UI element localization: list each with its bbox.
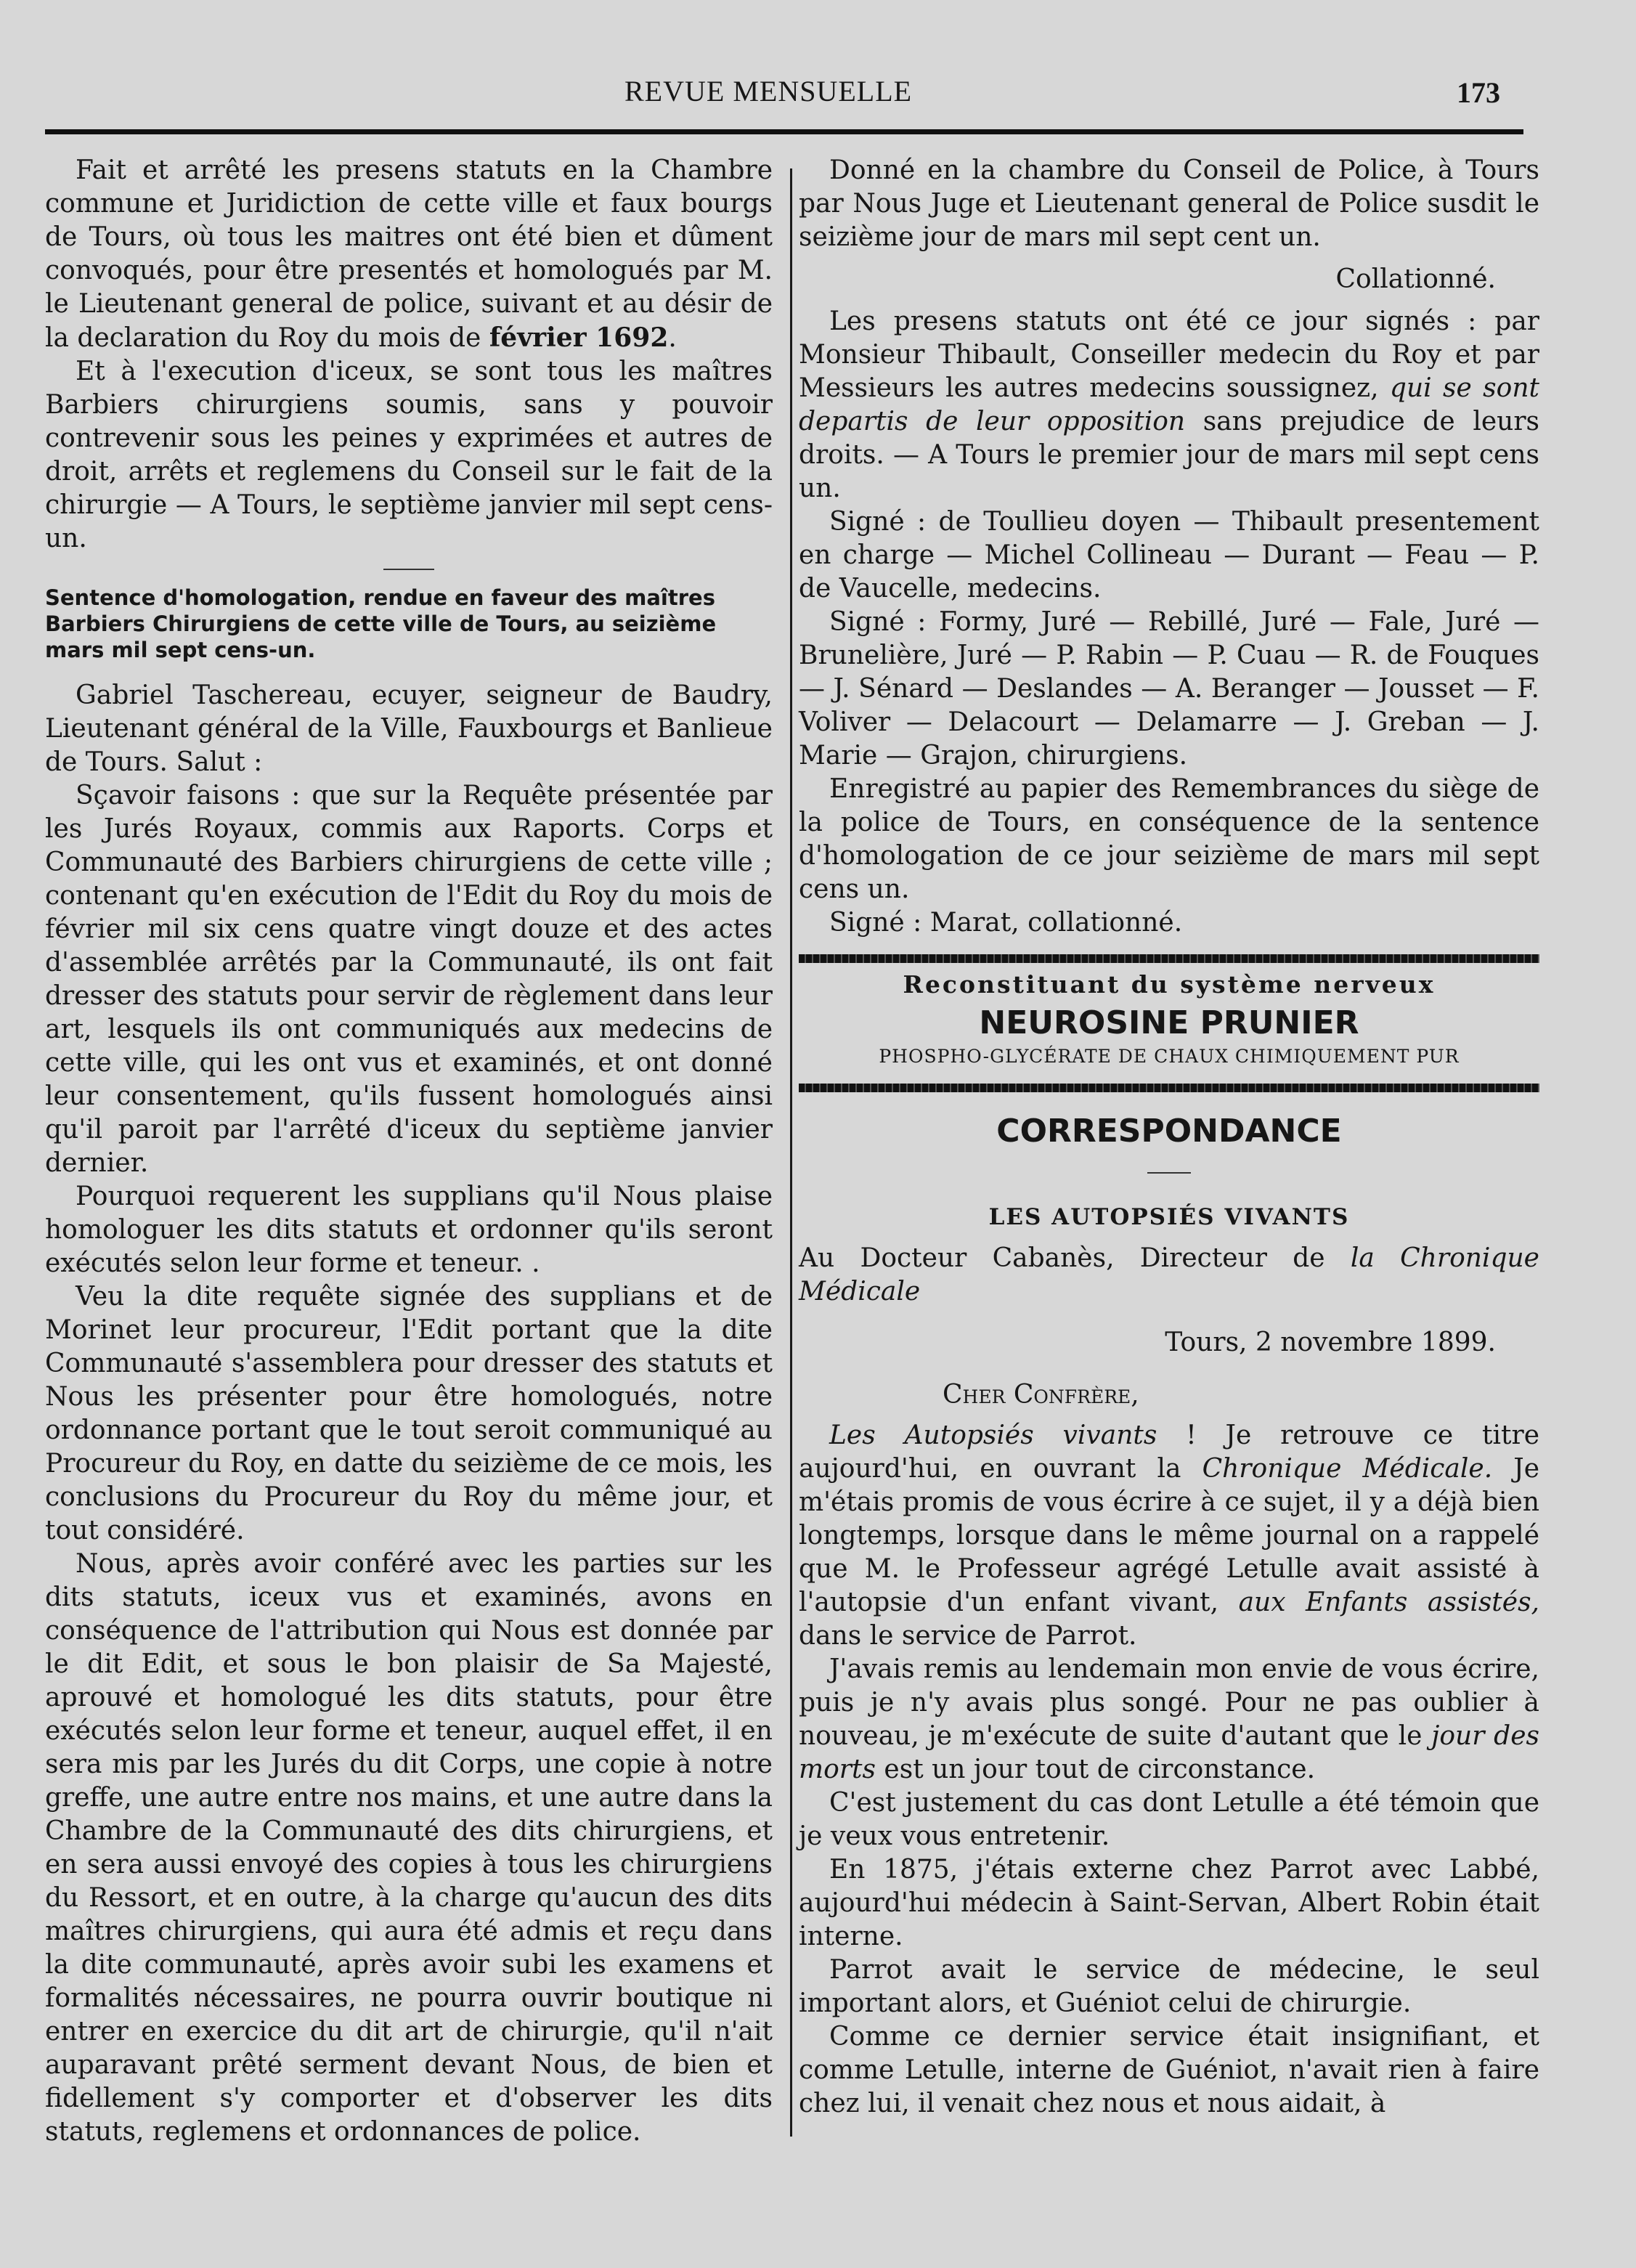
page-header (0, 74, 1636, 118)
sentence-paragraph-2: Sçavoir faisons : que sur la Requête présentée par les Jurés Royaux, commis aux Raports. Corps et Communauté des Barbiers chirurgiens de cette ville ; contenant qu'en exécution de l'Edit du Roy du mois de février mil six cens quatre vingt douze et des actes d'assemblée arrêtés par la Communauté, ils ont fait dresser des statuts pour servir de règlement dans leur art, lesquels ils ont communiqués aux medecins de cette ville, qui les ont vus et examinés, et ont donné leur consentement, qu'ils fussent homologués ainsi qu'il paroit par l'arrêté d'iceux du septième janvier dernier. (45, 781, 773, 1178)
advert-tagline: PHOSPHO-GLYCÉRATE DE CHAUX CHIMIQUEMENT PUR (879, 1046, 1460, 1067)
statutes-paragraph-2: Et à l'execution d'iceux, se sont tous les maîtres Barbiers chirurgiens soumis, sans y pouvoir contrevenir sous les peines y exprimées et autres de droit, arrêts et reglemens du Conseil sur le fait de la chirurgie — A Tours, le septième janvier mil sept cens-un. (45, 357, 773, 553)
sentence-heading: Sentence d'homologation, rendue en faveur des maîtres Barbiers Chirurgiens de cette ville de Tours, au seizième mars mil sept cens-un. (45, 585, 717, 662)
advert-subtitle: Reconstituant du système nerveux (903, 970, 1436, 999)
letter-address: Au Docteur Cabanès, Directeur de la Chronique Médicale (799, 1243, 1539, 1306)
left-column (45, 154, 773, 2149)
signed-marat: Signé : Marat, collationné. (829, 908, 1183, 938)
registered-paragraph: Enregistré au papier des Remembrances du siège de la police de Tours, en conséquence de la sentence d'homologation de ce jour seizième de mars mil sept cens un. (799, 774, 1539, 904)
article-title: LES AUTOPSIÉS VIVANTS (988, 1204, 1350, 1230)
letter-salutation: Cher Confrère, (943, 1380, 1139, 1410)
letter-paragraph-4: En 1875, j'étais externe chez Parrot avec Labbé, aujourd'hui médecin à Saint-Servan, Albert Robin était interne. (799, 1855, 1539, 1951)
page-number: 173 (1457, 76, 1500, 109)
letter-paragraph-6: Comme ce dernier service était insignifiant, et comme Letulle, interne de Guéniot, n'avait rien à faire chez lui, il venait chez nous et nous aidait, à (799, 2022, 1539, 2118)
statutes-paragraph-1: Fait et arrêté les presens statuts en la Chambre commune et Juridiction de cette ville et faux bourgs de Tours, où tous les maitres ont été bien et dûment convoqués, pour être presentés et homologués par M. le Lieutenant general de police, suivant et au désir de la declaration du Roy du mois de février 1692. (45, 155, 773, 353)
signed-paragraph-1: Les presens statuts ont été ce jour signés : par Monsieur Thibault, Conseiller medecin du Roy et par Messieurs les autres medecins soussignez, qui se sont departis de leur opposition sans prejudice de leurs droits. — A Tours le premier jour de mars mil sept cens un. (799, 306, 1540, 503)
sentence-paragraph-3: Pourquoi requerent les supplians qu'il Nous plaise homologuer les dits statuts et ordonner qu'ils seront exécutés selon leur forme et teneur. . (45, 1182, 773, 1278)
collationne-line: Collationné. (1335, 264, 1496, 294)
header-rule (45, 129, 1523, 134)
section-title: CORRESPONDANCE (996, 1113, 1342, 1150)
separator-rule (383, 569, 434, 570)
advert-product-name: NEUROSINE PRUNIER (979, 1004, 1359, 1041)
signed-paragraph-3: Signé : Formy, Juré — Rebillé, Juré — Fale, Juré — Brunelière, Juré — P. Rabin — P. Cuau — R. de Fouques — J. Sénard — Deslandes — A. Beranger — Jousset — F. Voliver — Delacourt — Delamarre — J. Greban — J. Marie — Grajon, chirurgiens. (799, 607, 1539, 771)
sentence-paragraph-5: Nous, après avoir conféré avec les parties sur les dits statuts, iceux vus et examinés, avons en conséquence de l'attribution qui Nous est donnée par le dit Edit, et sous le bon plaisir de Sa Majesté, aprouvé et homologué les dits statuts, pour être exécutés selon leur forme et teneur, auquel effet, il en sera mis par les Jurés du dit Corps, une copie à notre greffe, une autre entre nos mains, et une autre dans la Chambre de la Communauté des dits chirurgiens, et en sera aussi envoyé des copies à tous les chirurgiens du Ressort, et en outre, à la charge qu'aucun des dits maîtres chirurgiens, qui aura été admis et reçu dans la dite communauté, après avoir subi les examens et formalités nécessaires, ne pourra ouvrir boutique ni entrer en exercice du dit art de chirurgie, qu'il n'ait auparavant prêté serment devant Nous, de bien et fidellement s'y comporter et d'observer les dits statuts, reglemens et ordonnances de police. (45, 1549, 773, 2147)
signed-paragraph-2: Signé : de Toullieu doyen — Thibault presentement en charge — Michel Collineau — Durant — Feau — P. de Vaucelle, medecins. (799, 507, 1539, 603)
letter-paragraph-1: Les Autopsiés vivants ! Je retrouve ce titre aujourd'hui, en ouvrant la Chronique Médicale. Je m'étais promis de vous écrire à ce sujet, il y a déjà bien longtemps, lorsque dans le même journal on a rappelé que M. le Professeur agrégé Letulle avait assisté à l'autopsie d'un enfant vivant, aux Enfants assistés, dans le service de Parrot. (799, 1420, 1539, 1651)
letter-date: Tours, 2 novembre 1899. (1165, 1328, 1496, 1357)
letter-paragraph-2: J'avais remis au lendemain mon envie de vous écrire, puis je n'y avais plus songé. Pour ne pas oublier à nouveau, je m'exécute de suite d'autant que le jour des morts est un jour tout de circonstance. (799, 1654, 1539, 1784)
section-dash (1147, 1172, 1191, 1174)
running-title: REVUE MENSUELLE (624, 75, 913, 107)
right-column (799, 154, 1539, 2121)
sentence-paragraph-4: Veu la dite requête signée des supplians et de Morinet leur procureur, l'Edit portant que la dite Communauté s'assemblera pour dresser des statuts et Nous les présenter pour être homologués, notre ordonnance portant que le tout seroit communiqué au Procureur du Roy, en datte du seizième de ce mois, les conclusions du Procureur du Roy du même jour, et tout considéré. (45, 1282, 773, 1545)
letter-paragraph-3: C'est justement du cas dont Letulle a été témoin que je veux vous entretenir. (799, 1788, 1539, 1851)
letter-paragraph-5: Parrot avait le service de médecine, le seul important alors, et Guéniot celui de chirurgie. (799, 1955, 1539, 2018)
advert-top-bar (799, 954, 1539, 963)
sentence-paragraph-1: Gabriel Taschereau, ecuyer, seigneur de Baudry, Lieutenant général de la Ville, Fauxbourgs et Banlieue de Tours. Salut : (45, 680, 773, 777)
advert-bottom-bar (799, 1084, 1539, 1092)
given-paragraph: Donné en la chambre du Conseil de Police, à Tours par Nous Juge et Lieutenant general de Police susdit le seizième jour de mars mil sept cent un. (799, 155, 1539, 252)
column-divider (790, 168, 792, 2137)
